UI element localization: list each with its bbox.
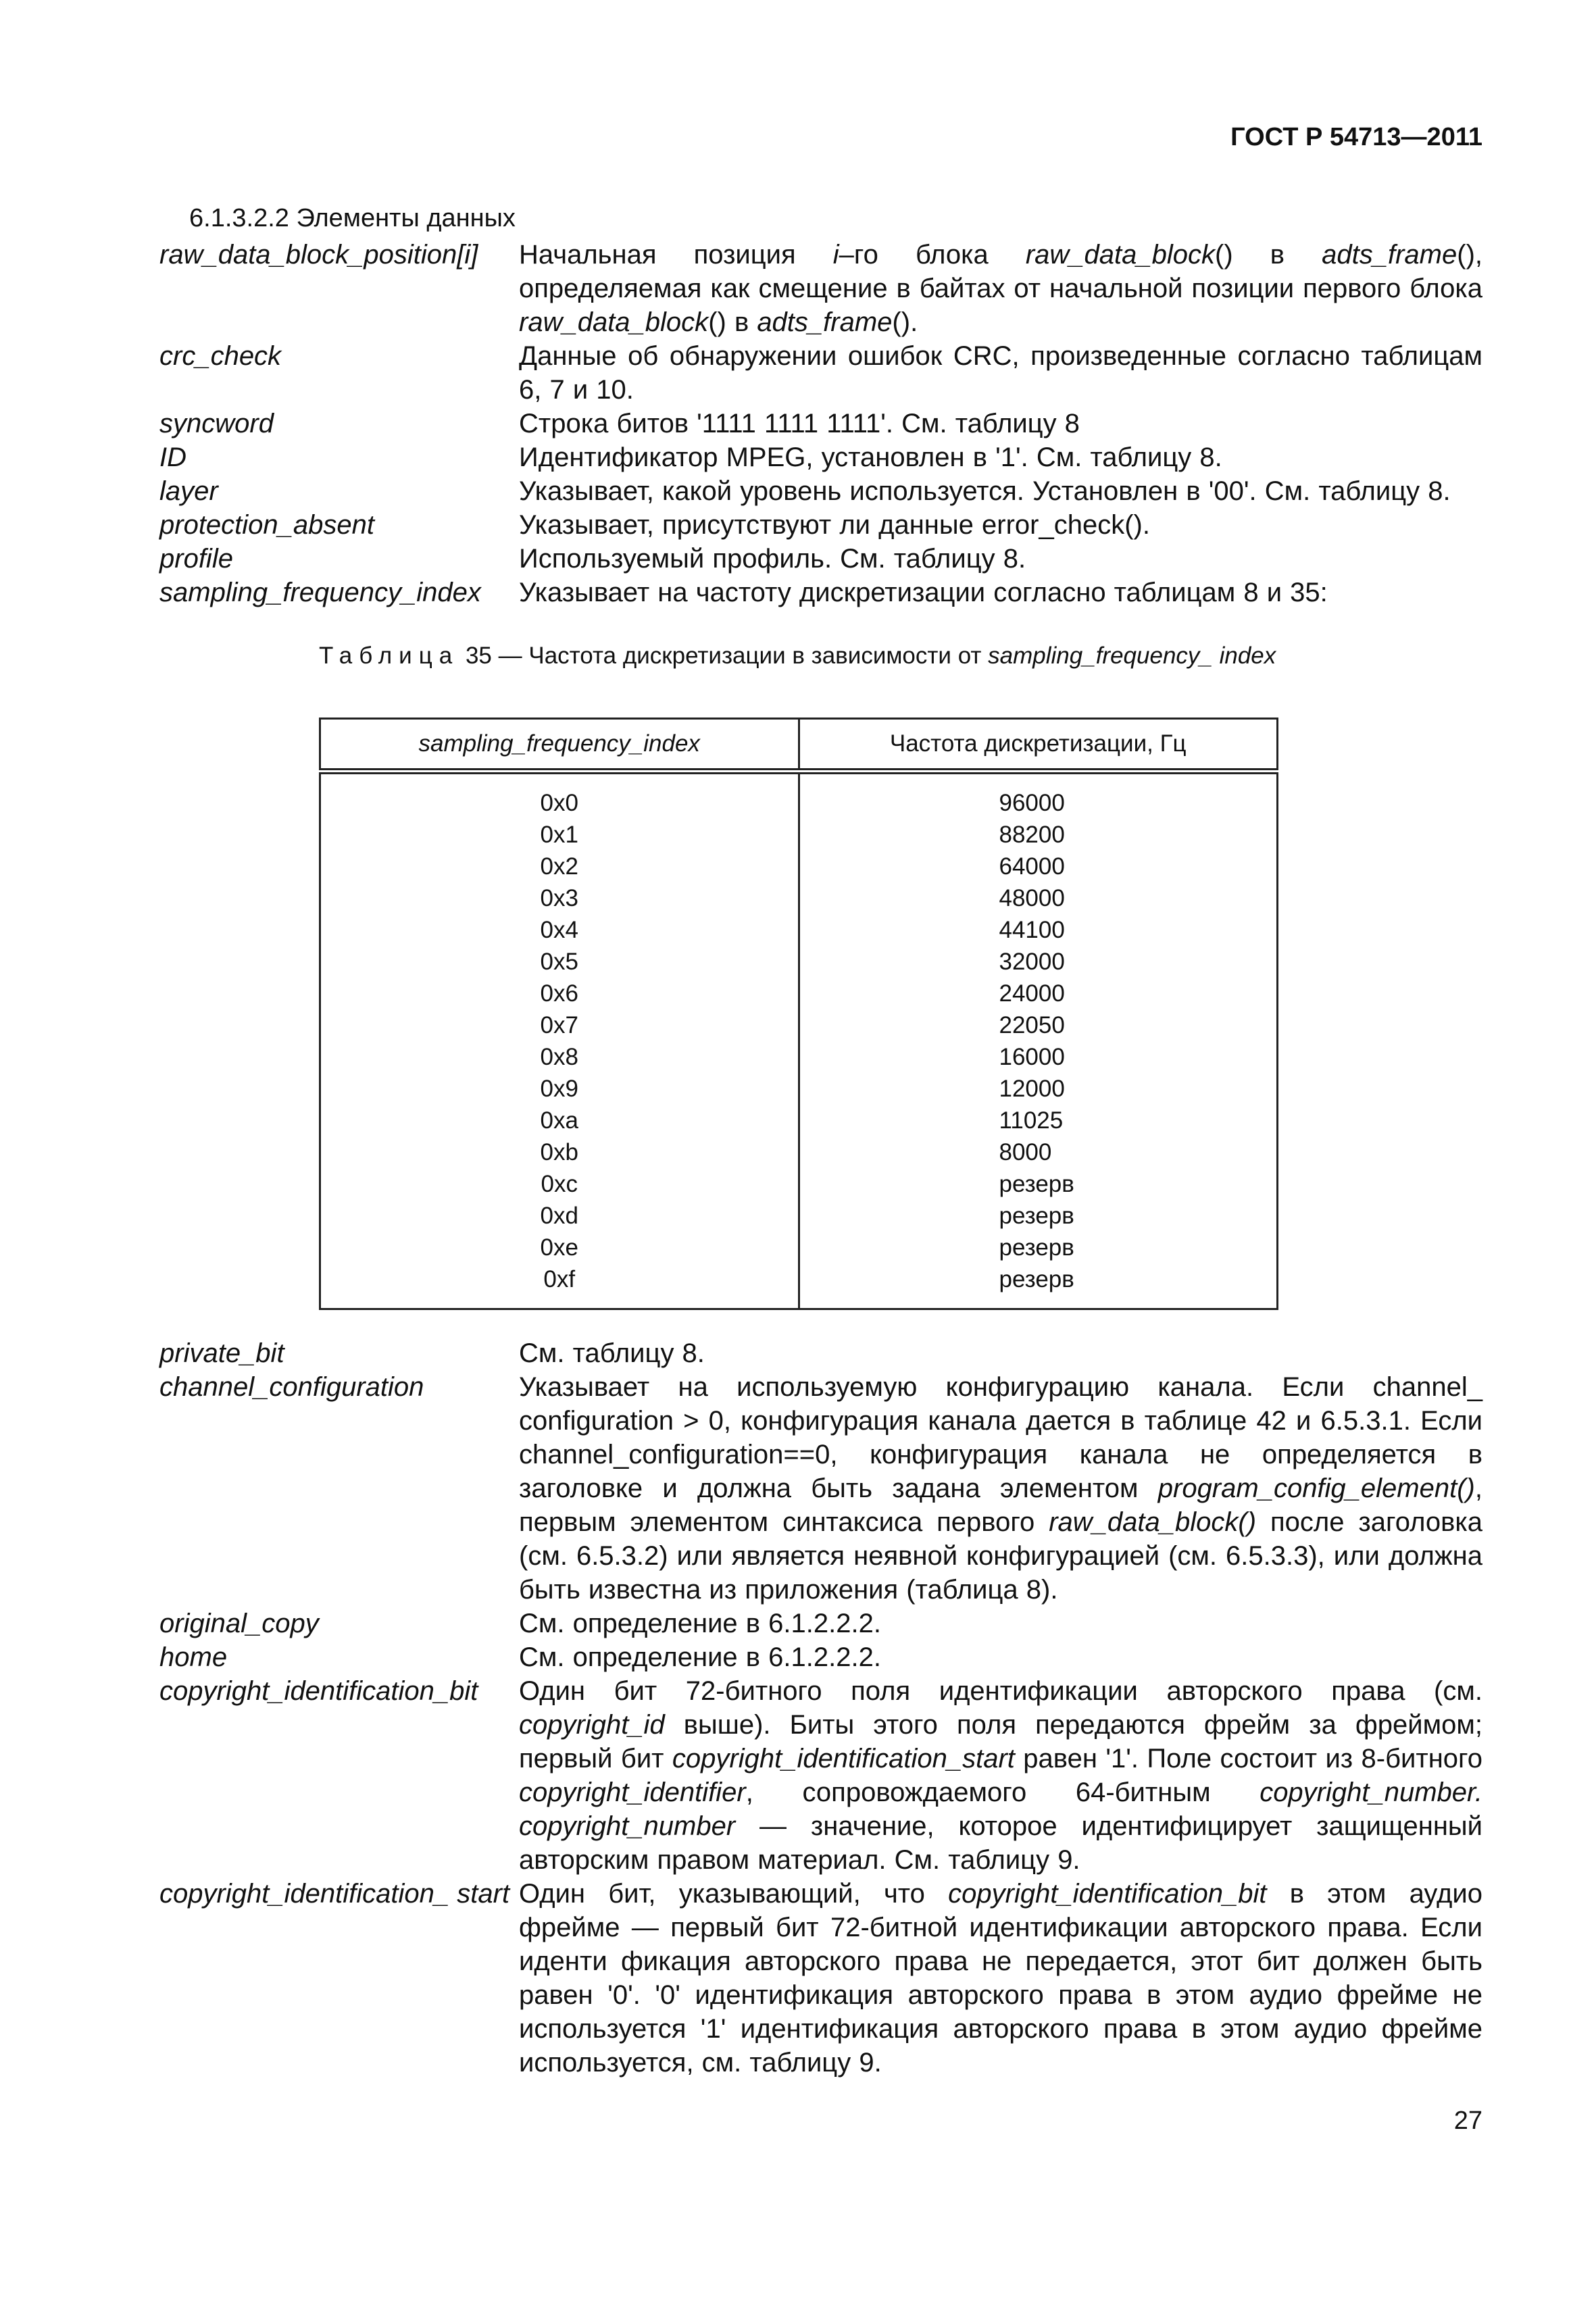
table-caption-text: — Частота дискретизации в зависимости от <box>498 643 982 669</box>
definition-list-bottom <box>159 1336 1482 2080</box>
frequency-cell: 16000 <box>799 1041 1278 1073</box>
table-row <box>320 1136 1278 1168</box>
definition-row <box>159 339 1482 407</box>
table-row <box>320 772 1278 820</box>
definition-row <box>159 1877 1482 2080</box>
table-row <box>320 1073 1278 1105</box>
column-header-frequency: Частота дискретизации, Гц <box>799 719 1278 772</box>
definition-row <box>159 576 1482 609</box>
index-cell: 0x2 <box>320 851 799 882</box>
frequency-cell: 88200 <box>799 819 1278 851</box>
definition-description: Указывает, присутствуют ли данные error_check(). <box>519 510 1150 540</box>
definition-term: ID <box>159 443 186 472</box>
index-cell: 0xe <box>320 1232 799 1263</box>
definition-description: См. определение в 6.1.2.2.2. <box>519 1642 881 1672</box>
table-row <box>320 1200 1278 1232</box>
index-cell: 0x3 <box>320 882 799 914</box>
definition-description: Указывает на используемую конфигурацию канала. Если channel_ configuration > 0, конфигурация канала дается в таблице 42 и 6.5.3.1. Если channel_configuration==0, конфигурация канала не определяется в заголовке и должна быть задана элементом program_config_element(), первым элементом синтаксиса первого raw_data_block() после заголовка (см. 6.5.3.2) или является неявной конфигурацией (см. 6.5.3.3), или должна быть известна из приложения (таблица 8). <box>519 1372 1483 1605</box>
document-standard-number: ГОСТ Р 54713—2011 <box>1230 123 1482 151</box>
definition-description: См. таблицу 8. <box>519 1338 705 1368</box>
definition-description: Указывает на частоту дискретизации согласно таблицам 8 и 35: <box>519 578 1328 607</box>
definition-description: Строка битов '1111 1111 1111'. См. таблицу 8 <box>519 409 1080 438</box>
frequency-cell: резерв <box>799 1232 1278 1263</box>
definition-row <box>159 407 1482 441</box>
definition-row <box>159 441 1482 474</box>
definition-description: Один бит, указывающий, что copyright_identification_bit в этом аудио фрейме — первый бит 72-битной идентификации авторского права. Если иденти фикация авторского права не передается, этот бит должен быть равен '0'. '0' идентификация авторского права в этом аудио фрейме не используется '1' идентификация авторского права в этом аудио фрейме используется, см. таблицу 9. <box>519 1879 1482 2078</box>
frequency-cell: 8000 <box>799 1136 1278 1168</box>
definition-term: channel_configuration <box>159 1372 424 1402</box>
table-row <box>320 1263 1278 1309</box>
definition-term: copyright_identification_ start <box>159 1879 510 1909</box>
table-row <box>320 1105 1278 1136</box>
definition-description: Данные об обнаружении ошибок CRC, произведенные согласно таблицам 6, 7 и 10. <box>519 341 1482 405</box>
definition-row <box>159 1336 1482 1370</box>
frequency-cell: 11025 <box>799 1105 1278 1136</box>
definition-description: Начальная позиция i–го блока raw_data_block() в adts_frame(), определяемая как смещение в байтах от начальной позиции первого блока raw_data_block() в adts_frame(). <box>519 240 1483 337</box>
frequency-cell: 64000 <box>799 851 1278 882</box>
definition-list-top <box>159 238 1482 609</box>
definition-term: home <box>159 1642 228 1672</box>
index-cell: 0x9 <box>320 1073 799 1105</box>
frequency-cell: резерв <box>799 1263 1278 1309</box>
definition-term: copyright_identification_bit <box>159 1676 478 1706</box>
index-cell: 0x6 <box>320 978 799 1009</box>
frequency-cell: 96000 <box>799 772 1278 820</box>
index-cell: 0xc <box>320 1168 799 1200</box>
index-cell: 0x0 <box>320 772 799 820</box>
definition-row <box>159 1674 1482 1877</box>
definition-term: layer <box>159 476 218 506</box>
index-cell: 0x8 <box>320 1041 799 1073</box>
frequency-cell: 22050 <box>799 1009 1278 1041</box>
index-cell: 0xa <box>320 1105 799 1136</box>
index-cell: 0x4 <box>320 914 799 946</box>
sampling-frequency-table <box>319 718 1278 1310</box>
section-heading: 6.1.3.2.2 Элементы данных <box>189 204 516 232</box>
table-row <box>320 819 1278 851</box>
definition-row <box>159 508 1482 542</box>
definition-term: sampling_frequency_index <box>159 578 481 607</box>
table-row <box>320 946 1278 978</box>
index-cell: 0x5 <box>320 946 799 978</box>
definition-term: syncword <box>159 409 274 438</box>
table-row <box>320 1009 1278 1041</box>
frequency-cell: резерв <box>799 1200 1278 1232</box>
definition-row <box>159 1370 1482 1607</box>
definition-row <box>159 474 1482 508</box>
definition-description: Идентификатор MPEG, установлен в '1'. См. таблицу 8. <box>519 443 1222 472</box>
table-row <box>320 882 1278 914</box>
definition-description: Один бит 72-битного поля идентификации авторского права (см. copyright_id выше). Биты этого поля передаются фрейм за фреймом; первый бит copyright_identification_start равен '1'. Поле состоит из 8-битного copyright_identifier, сопровождаемого 64-битным copyright_number. copyright_number — значение, которое идентифицирует защищенный авторским правом материал. См. таблицу 9. <box>519 1676 1482 1875</box>
definition-row <box>159 542 1482 576</box>
definition-term: raw_data_block_position[i] <box>159 240 478 270</box>
frequency-cell: 12000 <box>799 1073 1278 1105</box>
table-row <box>320 1232 1278 1263</box>
table-caption-number: 35 <box>465 643 492 669</box>
table-row <box>320 851 1278 882</box>
frequency-cell: резерв <box>799 1168 1278 1200</box>
index-cell: 0xf <box>320 1263 799 1309</box>
definition-term: crc_check <box>159 341 282 371</box>
definition-description: Используемый профиль. См. таблицу 8. <box>519 544 1026 574</box>
table-caption <box>319 640 1278 672</box>
table-row <box>320 1168 1278 1200</box>
definition-description: Указывает, какой уровень используется. Установлен в '00'. См. таблицу 8. <box>519 476 1451 506</box>
frequency-cell: 48000 <box>799 882 1278 914</box>
definition-row <box>159 238 1482 339</box>
index-cell: 0x1 <box>320 819 799 851</box>
definition-term: profile <box>159 544 233 574</box>
definition-term: protection_absent <box>159 510 375 540</box>
table-row <box>320 1041 1278 1073</box>
frequency-cell: 44100 <box>799 914 1278 946</box>
table-caption-term: sampling_frequency_ index <box>988 643 1276 669</box>
frequency-cell: 32000 <box>799 946 1278 978</box>
definition-term: private_bit <box>159 1338 284 1368</box>
index-cell: 0x7 <box>320 1009 799 1041</box>
index-cell: 0xd <box>320 1200 799 1232</box>
frequency-cell: 24000 <box>799 978 1278 1009</box>
table-caption-label: Таблица <box>319 643 459 669</box>
definition-row <box>159 1640 1482 1674</box>
index-cell: 0xb <box>320 1136 799 1168</box>
definition-description: См. определение в 6.1.2.2.2. <box>519 1609 881 1638</box>
table-row <box>320 978 1278 1009</box>
definition-term: original_copy <box>159 1609 319 1638</box>
table-row <box>320 914 1278 946</box>
page-number: 27 <box>1453 2107 1482 2135</box>
definition-row <box>159 1607 1482 1640</box>
column-header-index: sampling_frequency_index <box>320 719 799 772</box>
